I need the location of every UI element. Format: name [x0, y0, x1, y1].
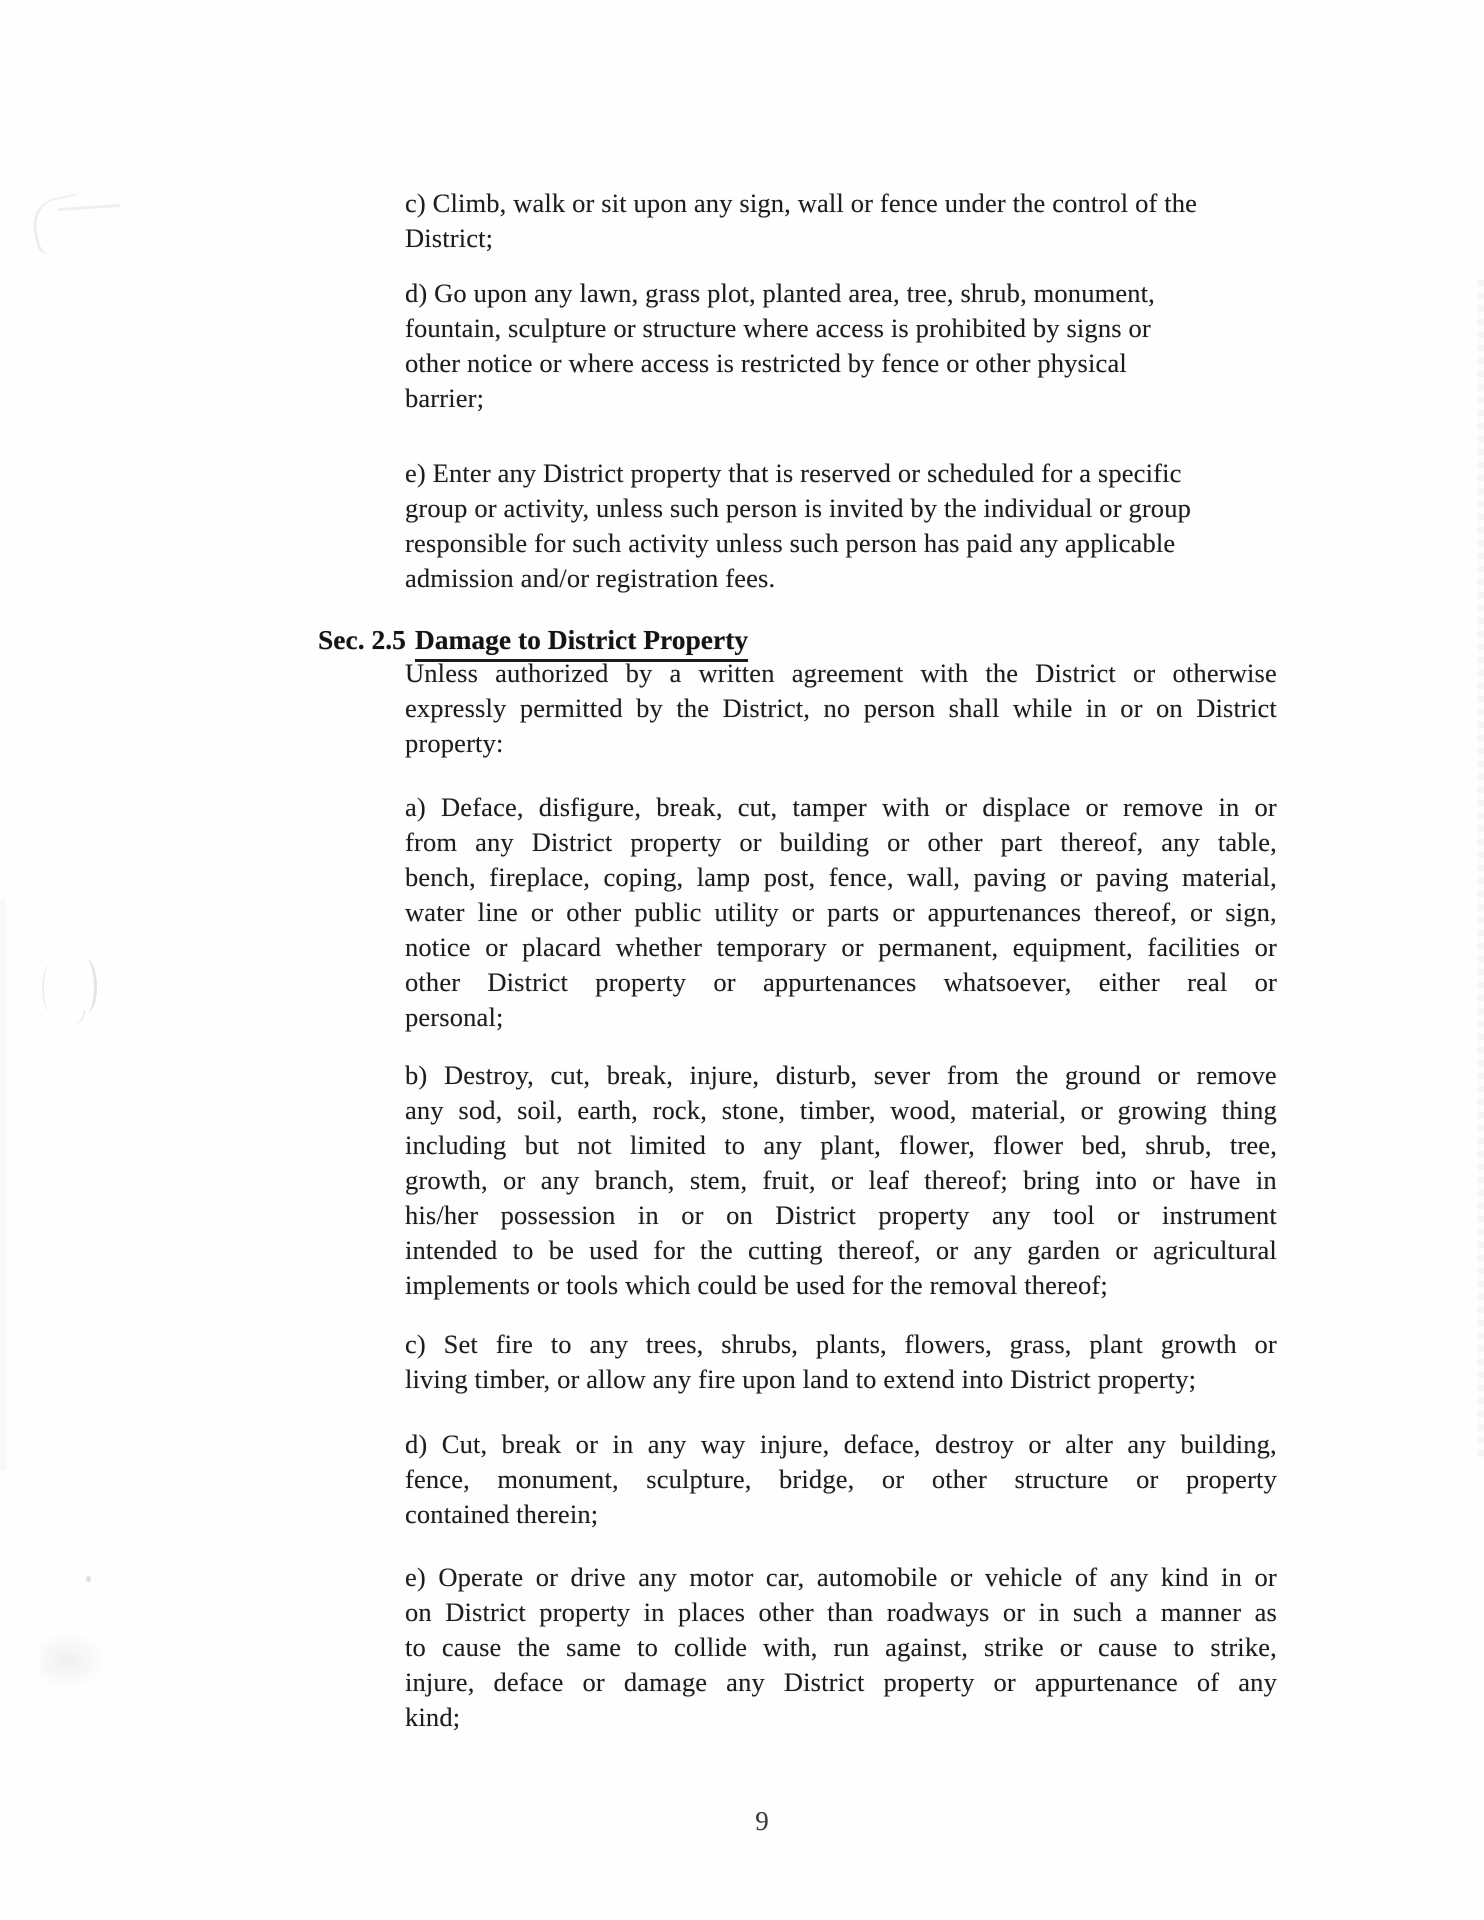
scan-edge-noise-left: [0, 900, 6, 1470]
section-title: Damage to District Property: [415, 622, 748, 662]
text-line: other District property or appurtenances whatsoever, either real or: [405, 967, 1277, 997]
paragraph-d-cut-break-injure: [405, 1427, 1277, 1532]
text-line: e) Enter any District property that is reserved or scheduled for a specific: [405, 458, 1182, 488]
text-line: other notice or where access is restricted by fence or other physical: [405, 348, 1127, 378]
text-line: including but not limited to any plant, flower, flower bed, shrub, tree,: [405, 1130, 1277, 1160]
text-line: bench, fireplace, coping, lamp post, fence, wall, paving or paving material,: [405, 862, 1277, 892]
text-line: barrier;: [405, 383, 485, 413]
scan-artifact-mid-left-hook: [68, 1006, 86, 1026]
text-line: living timber, or allow any fire upon land to extend into District property;: [405, 1364, 1197, 1394]
text-line: expressly permitted by the District, no person shall while in or on District: [405, 693, 1277, 723]
paragraph-c-set-fire: [405, 1327, 1277, 1397]
text-line: admission and/or registration fees.: [405, 563, 776, 593]
page-number: 9: [755, 1806, 769, 1836]
scan-artifact-top-left-streak: [58, 204, 120, 211]
text-line: his/her possession in or on District property any tool or instrument: [405, 1200, 1277, 1230]
text-line: District;: [405, 223, 494, 253]
scan-edge-noise-right: [1478, 280, 1484, 1460]
text-line: growth, or any branch, stem, fruit, or leaf thereof; bring into or have in: [405, 1165, 1277, 1195]
paragraph-a-deface-disfigure: [405, 790, 1277, 1035]
text-line: responsible for such activity unless such person has paid any applicable: [405, 528, 1176, 558]
paragraph-e-operate-drive-vehicle: [405, 1560, 1277, 1735]
paragraph-section-intro: [405, 656, 1277, 761]
text-line: contained therein;: [405, 1499, 599, 1529]
text-line: to cause the same to collide with, run against, strike or cause to strike,: [405, 1632, 1277, 1662]
scan-artifact-mid-left-open: [42, 964, 60, 1012]
paragraph-c-climb-walk-sit: [405, 186, 1277, 256]
scan-artifact-top-left: [28, 193, 87, 256]
text-line: kind;: [405, 1702, 461, 1732]
paragraph-d-go-upon-lawn: [405, 276, 1277, 416]
text-line: intended to be used for the cutting thereof, or any garden or agricultural: [405, 1235, 1277, 1265]
text-line: implements or tools which could be used for the removal thereof;: [405, 1270, 1108, 1300]
paragraph-b-destroy-cut-break: [405, 1058, 1277, 1303]
scan-artifact-bottom-smudge: [40, 1632, 108, 1690]
text-line: on District property in places other than roadways or in such a manner as: [405, 1597, 1277, 1627]
text-line: property:: [405, 728, 504, 758]
text-line: personal;: [405, 1002, 504, 1032]
text-line: water line or other public utility or parts or appurtenances thereof, or sign,: [405, 897, 1277, 927]
scan-artifact-mid-left-close: [76, 958, 97, 1012]
text-line: any sod, soil, earth, rock, stone, timber, wood, material, or growing thing: [405, 1095, 1277, 1125]
paragraph-e-enter-reserved-property: [405, 456, 1277, 596]
scan-artifact-bottom-dot: [86, 1576, 91, 1582]
text-line: injure, deface or damage any District property or appurtenance of any: [405, 1667, 1277, 1697]
text-line: b) Destroy, cut, break, injure, disturb, sever from the ground or remove: [405, 1060, 1277, 1090]
text-line: fountain, sculpture or structure where access is prohibited by signs or: [405, 313, 1151, 343]
text-line: fence, monument, sculpture, bridge, or other structure or property: [405, 1464, 1277, 1494]
text-line: d) Cut, break or in any way injure, deface, destroy or alter any building,: [405, 1429, 1277, 1459]
text-line: d) Go upon any lawn, grass plot, planted area, tree, shrub, monument,: [405, 278, 1155, 308]
text-line: group or activity, unless such person is invited by the individual or group: [405, 493, 1192, 523]
text-line: from any District property or building or other part thereof, any table,: [405, 827, 1277, 857]
text-line: c) Set fire to any trees, shrubs, plants, flowers, grass, plant growth or: [405, 1329, 1277, 1359]
text-line: c) Climb, walk or sit upon any sign, wall or fence under the control of the: [405, 188, 1198, 218]
text-line: Unless authorized by a written agreement with the District or otherwise: [405, 658, 1277, 688]
text-line: a) Deface, disfigure, break, cut, tamper with or displace or remove in or: [405, 792, 1277, 822]
section-number: Sec. 2.5: [318, 624, 406, 655]
text-line: notice or placard whether temporary or permanent, equipment, facilities or: [405, 932, 1277, 962]
text-line: e) Operate or drive any motor car, automobile or vehicle of any kind in or: [405, 1562, 1277, 1592]
